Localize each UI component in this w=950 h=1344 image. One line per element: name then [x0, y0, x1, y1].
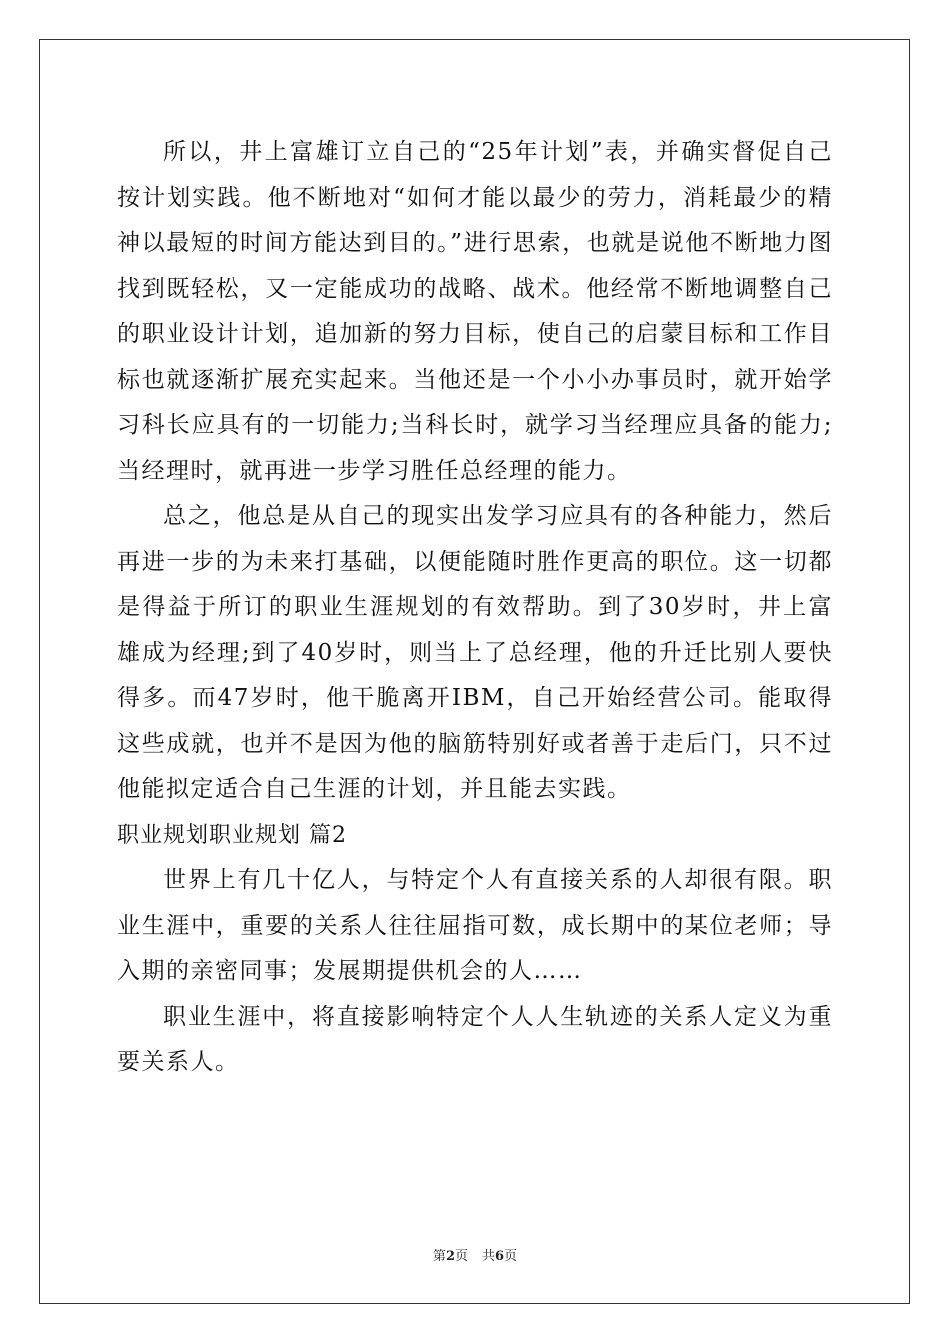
paragraph: 所以，井上富雄订立自己的“25年计划”表，并确实督促自己按计划实践。他不断地对“如何才能以最少的劳力，消耗最少的精神以最短的时间方能达到目的。”进行思索，也就是说他不断地力图找到既轻松，又一定能成功的战略、战术。他经常不断地调整自己的职业设计计划，追加新的努力目标，使自己的启蒙目标和工作目标也就逐渐扩展充实起来。当他还是一个小小办事员时，就开始学习科长应具有的一切能力;当科长时，就学习当经理应具备的能力;当经理时，就再进一步学习胜任总经理的能力。: [117, 139, 833, 484]
total-pages: 6: [495, 1249, 505, 1264]
page-number: 2: [445, 1249, 455, 1264]
paragraph: 总之，他总是从自己的现实出发学习应具有的各种能力，然后再进一步的为未来打基础，以便能随时胜作更高的职位。这一切都是得益于所订的职业生涯规划的有效帮助。到了30岁时，井上富雄成为经理;到了40岁时，则当上了总经理，他的升迁比别人要快得多。而47岁时，他干脆离开IBM，自己开始经营公司。能取得这些成就，也并不是因为他的脑筋特别好或者善于走后门，只不过他能拟定适合自己生涯的计划，并且能去实践。: [117, 503, 833, 802]
paragraph: 世界上有几十亿人，与特定个人有直接关系的人却很有限。职业生涯中，重要的关系人往往屈指可数，成长期中的某位老师；导入期的亲密同事；发展期提供机会的人……: [117, 867, 833, 984]
total-suffix: 页: [504, 1249, 518, 1264]
page-prefix: 第: [432, 1249, 446, 1264]
section-heading: 职业规划职业规划 篇2: [117, 822, 347, 848]
page-suffix: 页: [454, 1249, 468, 1264]
paragraph: 职业生涯中，将直接影响特定个人人生轨迹的关系人定义为重要关系人。: [117, 1003, 833, 1075]
total-prefix: 共: [482, 1249, 496, 1264]
page-footer: [0, 1245, 950, 1264]
document-body: [117, 130, 833, 1086]
